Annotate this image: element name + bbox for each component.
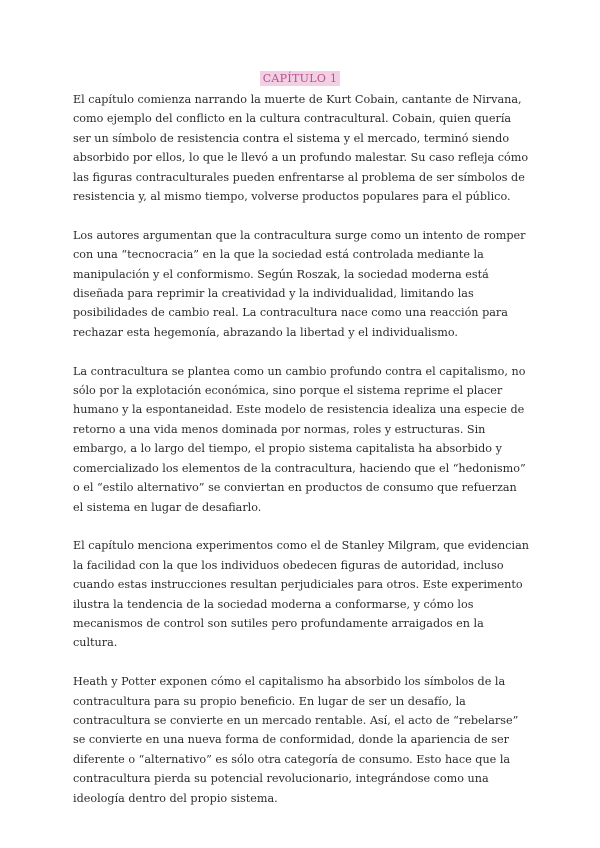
chapter-heading [0,72,600,85]
paragraph-cobain: El capítulo comienza narrando la muerte de Kurt Cobain, cantante de Nirvana, como ejemplo del conflicto en la cultura contracultural. Cobain, quien quería ser un símbolo de resistencia contra el sistema y el mercado, terminó siendo absorbido por ellos, lo que le llevó a un profundo malestar. Su caso refleja cómo las figuras contraculturales pueden enfrentarse al problema de ser símbolos de resistencia y, al mismo tiempo, volverse productos populares para el público. [73,93,529,204]
document-body [73,90,529,827]
paragraph-tecnocracia: Los autores argumentan que la contracultura surge como un intento de romper con una “tecnocracia” en la que la sociedad está controlada mediante la manipulación y el conformismo. Según Roszak, la sociedad moderna está diseñada para reprimir la creatividad y la individualidad, limitando las posibilidades de cambio real. La contracultura nace como una reacción para rechazar esta hegemonía, abrazando la libertad y el individualismo. [73,228,526,339]
paragraph-milgram: El capítulo menciona experimentos como el de Stanley Milgram, que evidencian la facilidad con la que los individuos obedecen figuras de autoridad, incluso cuando estas instrucciones resultan perjudiciales para otros. Este experimento ilustra la tendencia de la sociedad moderna a conformarse, y cómo los mecanismos de control son sutiles pero profundamente arraigados en la cultura. [73,539,529,650]
paragraph-heath-potter: Heath y Potter exponen cómo el capitalismo ha absorbido los símbolos de la contracultura para su propio beneficio. En lugar de ser un desafío, la contracultura se convierte en un mercado rentable. Así, el acto de “rebelarse” se convierte en una nueva forma de conformidad, donde la apariencia de ser diferente o “alternativo” es sólo otra categoría de consumo. Esto hace que la contracultura pierda su potencial revolucionario, integrándose como una ideología dentro del propio sistema. [73,675,519,805]
chapter-title-highlight: CAPÍTULO 1 [260,71,341,86]
paragraph-capitalismo: La contracultura se plantea como un cambio profundo contra el capitalismo, no sólo por la explotación económica, sino porque el sistema reprime el placer humano y la espontaneidad. Este modelo de resistencia idealiza una especie de retorno a una vida menos dominada por normas, roles y estructuras. Sin embargo, a lo largo del tiempo, el propio sistema capitalista ha absorbido y comercializado los elementos de la contracultura, haciendo que el “hedonismo” o el “estilo alternativo” se conviertan en productos de consumo que refuerzan el sistema en lugar de desafiarlo. [73,364,526,514]
